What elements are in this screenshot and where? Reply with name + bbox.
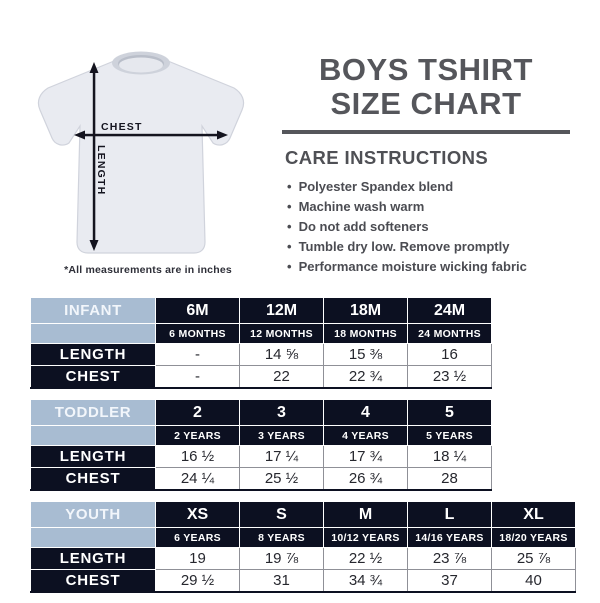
value-cell: 14 ⅝ xyxy=(240,344,324,366)
row-label: LENGTH xyxy=(31,446,156,468)
value-cell: 16 xyxy=(408,344,492,366)
value-cell: 40 xyxy=(492,570,576,593)
page-title-line1: BOYS TSHIRT xyxy=(319,52,533,87)
category-cell: TODDLER xyxy=(31,400,156,426)
care-heading: CARE INSTRUCTIONS xyxy=(285,147,489,168)
tshirt-graphic xyxy=(28,50,268,263)
value-cell: 23 ½ xyxy=(408,366,492,389)
age-header: 12 MONTHS xyxy=(240,324,324,344)
value-cell: 15 ⅜ xyxy=(324,344,408,366)
care-list xyxy=(282,177,570,277)
age-header: 4 YEARS xyxy=(324,426,408,446)
row-label: LENGTH xyxy=(31,548,156,570)
care-item xyxy=(287,237,570,257)
row-label: CHEST xyxy=(31,468,156,491)
chest-measure-label: CHEST xyxy=(101,121,143,133)
size-header: XS xyxy=(156,502,240,528)
title-divider xyxy=(282,130,570,134)
care-item xyxy=(287,257,570,277)
size-tables xyxy=(30,297,576,603)
category-spacer xyxy=(31,324,156,344)
care-item xyxy=(287,197,570,217)
value-cell: 23 ⅞ xyxy=(408,548,492,570)
age-header: 8 YEARS xyxy=(240,528,324,548)
age-header: 18/20 YEARS xyxy=(492,528,576,548)
age-header: 10/12 YEARS xyxy=(324,528,408,548)
size-header: 3 xyxy=(240,400,324,426)
size-header: 24M xyxy=(408,298,492,324)
value-cell: 24 ¼ xyxy=(156,468,240,491)
length-measure-label: LENGTH xyxy=(95,145,107,196)
size-header: 4 xyxy=(324,400,408,426)
size-header: 12M xyxy=(240,298,324,324)
size-header: 18M xyxy=(324,298,408,324)
care-item-text: Tumble dry low. Remove promptly xyxy=(298,239,510,254)
care-item-text: Performance moisture wicking fabric xyxy=(298,259,527,274)
collar-opening xyxy=(119,58,163,73)
size-header: 5 xyxy=(408,400,492,426)
value-cell: 22 ½ xyxy=(324,548,408,570)
category-spacer xyxy=(31,528,156,548)
category-cell: INFANT xyxy=(31,298,156,324)
value-cell: 22 xyxy=(240,366,324,389)
page-title-line2: SIZE CHART xyxy=(330,86,522,121)
age-header: 18 MONTHS xyxy=(324,324,408,344)
care-item-text: Do not add softeners xyxy=(298,219,429,234)
size-header: XL xyxy=(492,502,576,528)
tshirt-diagram xyxy=(28,50,268,276)
category-cell: YOUTH xyxy=(31,502,156,528)
value-cell: 31 xyxy=(240,570,324,593)
age-header: 3 YEARS xyxy=(240,426,324,446)
care-item xyxy=(287,177,570,197)
age-header: 2 YEARS xyxy=(156,426,240,446)
value-cell: 19 xyxy=(156,548,240,570)
value-cell: 25 ⅞ xyxy=(492,548,576,570)
size-table-toddler xyxy=(30,399,492,491)
value-cell: 37 xyxy=(408,570,492,593)
size-header: 2 xyxy=(156,400,240,426)
age-header: 6 YEARS xyxy=(156,528,240,548)
page-title xyxy=(282,53,570,121)
value-cell: 29 ½ xyxy=(156,570,240,593)
value-cell: 19 ⅞ xyxy=(240,548,324,570)
care-item-text: Machine wash warm xyxy=(298,199,425,214)
header-block xyxy=(282,53,570,277)
age-header: 24 MONTHS xyxy=(408,324,492,344)
value-cell: - xyxy=(156,344,240,366)
size-table-youth xyxy=(30,501,576,593)
value-cell: 17 ¾ xyxy=(324,446,408,468)
size-header: L xyxy=(408,502,492,528)
care-item xyxy=(287,217,570,237)
tshirt-shape xyxy=(38,56,243,253)
size-table-infant xyxy=(30,297,492,389)
age-header: 14/16 YEARS xyxy=(408,528,492,548)
measurement-note: *All measurements are in inches xyxy=(64,264,232,276)
age-header: 5 YEARS xyxy=(408,426,492,446)
bullet-icon: • xyxy=(287,199,292,214)
age-header: 6 MONTHS xyxy=(156,324,240,344)
row-label: LENGTH xyxy=(31,344,156,366)
value-cell: 22 ¾ xyxy=(324,366,408,389)
size-header: S xyxy=(240,502,324,528)
bullet-icon: • xyxy=(287,239,292,254)
bullet-icon: • xyxy=(287,219,292,234)
bullet-icon: • xyxy=(287,179,292,194)
value-cell: 34 ¾ xyxy=(324,570,408,593)
value-cell: 26 ¾ xyxy=(324,468,408,491)
row-label: CHEST xyxy=(31,366,156,389)
care-item-text: Polyester Spandex blend xyxy=(298,179,454,194)
category-spacer xyxy=(31,426,156,446)
bullet-icon: • xyxy=(287,259,292,274)
value-cell: 17 ¼ xyxy=(240,446,324,468)
size-header: M xyxy=(324,502,408,528)
value-cell: 28 xyxy=(408,468,492,491)
value-cell: 18 ¼ xyxy=(408,446,492,468)
value-cell: 25 ½ xyxy=(240,468,324,491)
value-cell: 16 ½ xyxy=(156,446,240,468)
size-header: 6M xyxy=(156,298,240,324)
row-label: CHEST xyxy=(31,570,156,593)
value-cell: - xyxy=(156,366,240,389)
